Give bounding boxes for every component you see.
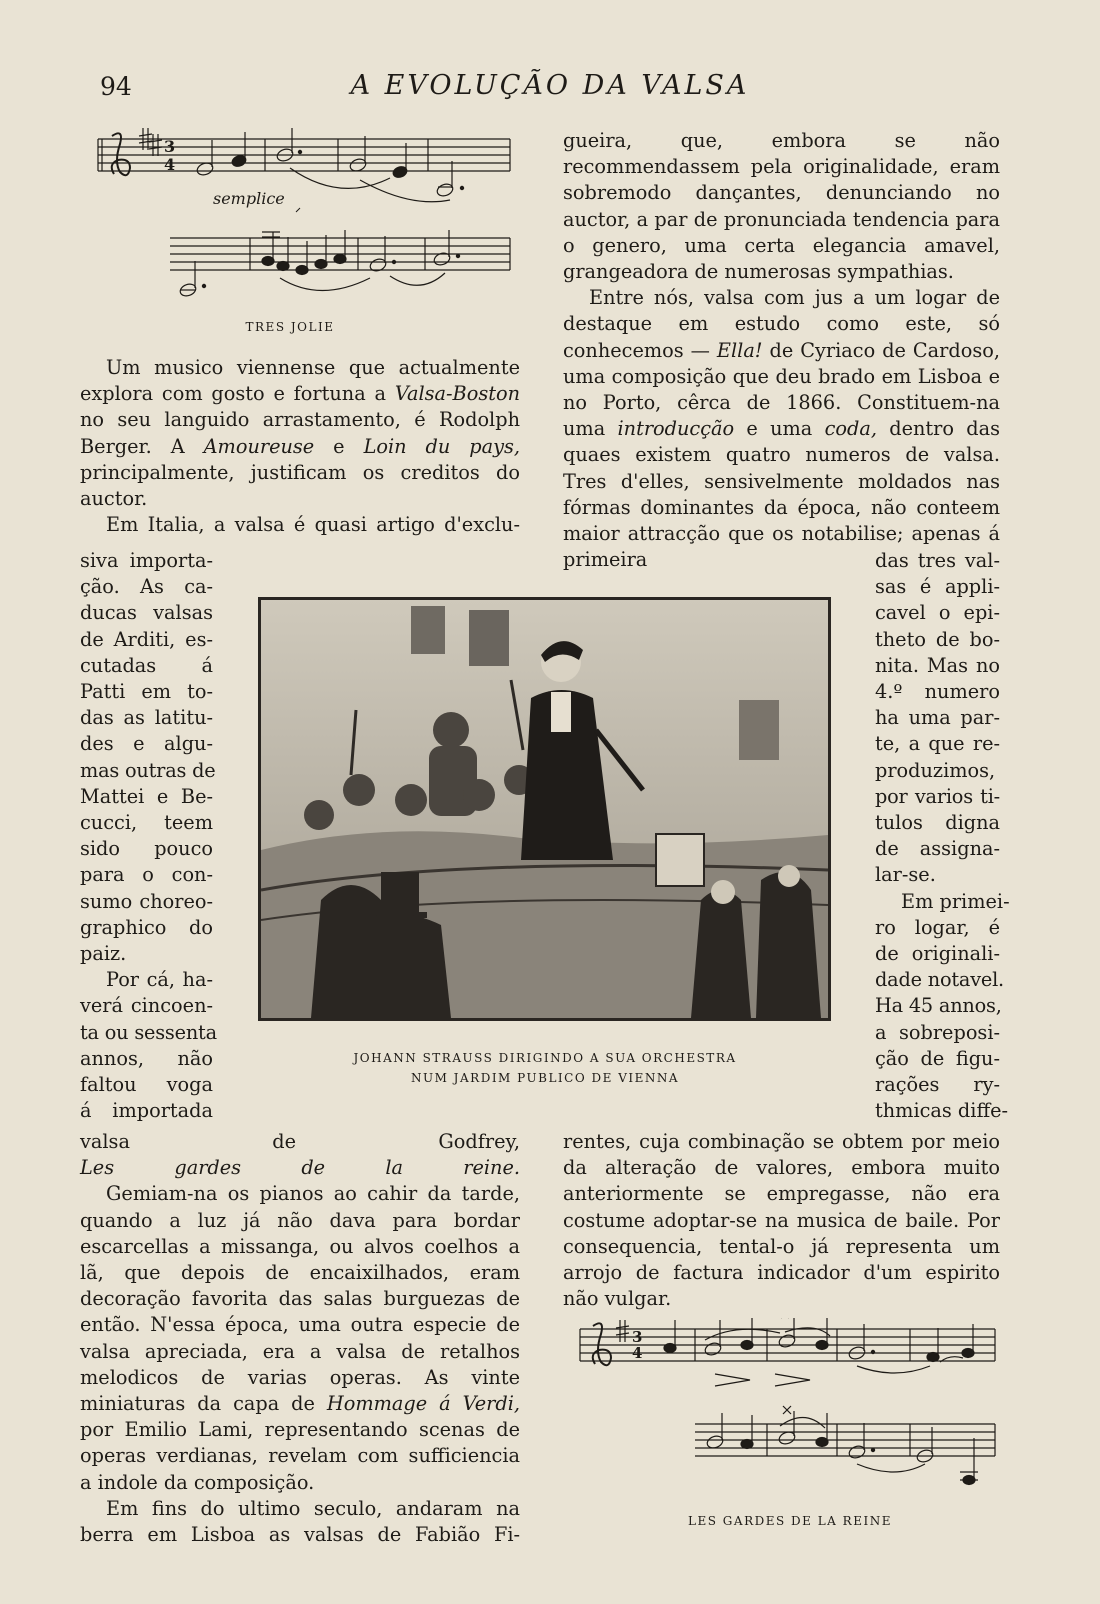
godfrey-line-text: valsa de Godfrey, [80,1130,520,1153]
music-direction: semplice [213,189,285,208]
right-column-upper [563,128,1000,573]
paragraph-fabiao: Em fins do ultimo seculo, andaram na berra em Lisboa as valsas de Fabião Fi- [80,1496,520,1547]
paragraph-italia-first-line: Em Italia, a valsa é quasi artigo d'exclu- [106,513,520,537]
svg-text:4: 4 [164,155,176,174]
paragraph-ella-narrow: das tres val- sas é appli- cavel o epi- theto de bo- nita. Mas no 4.º numero ha uma par- te, a que re- produzimos, por varios ti- tulos digna de assigna- lar-se. [875,549,1000,887]
gemiam-part2: por Emilio Lami, representando scenas de operas verdianas, revelam com sufficiencia a indole da composição. [80,1418,520,1494]
left-column-narrow [80,548,217,1124]
term-valsa-boston: Valsa-Boston [394,382,520,406]
ella-part2: de Cyriaco de Cardoso, uma composição que deu brado em Lisboa e no Porto, cêrca de 1866. Constituem-na uma [563,338,1000,441]
paragraph-italia-narrow: siva importa- ção. As ca- ducas valsas de Arditi, es- cutadas á Patti em to- das as latitu- des e algu- mas outras de Mattei e Be- cucci, teem sido pouco para o con- sumo choreo- graphico do paiz. [80,549,216,966]
right-column-narrow [875,548,1010,1124]
paragraph-godfrey-last-line [80,1129,520,1181]
ella-part4: dentro das quaes existem quatro numeros de valsa. Tres d'elles, sensivelmente moldados nas fórmas dominantes da época, não conteem maior attracção que os notabilise; apenas á primeira [563,417,1000,572]
term-introduccao: introducção [617,417,735,441]
right-column-lower [563,1129,1000,1312]
berger-part4: principalmente, justificam os creditos do auctor. [80,460,520,511]
music-score-tres-jolie [90,128,520,318]
paragraph-gemiam [80,1181,520,1495]
term-coda: coda, [824,417,877,441]
music-caption-tres-jolie: TRES JOLIE [245,320,335,334]
svg-text:3: 3 [164,137,176,156]
paragraph-originalidade-continuation: rentes, cuja combinação se obtem por meio da alteração de valores, embora muito anteriormente se empregasse, não era costume adoptar-se na musica de baile. Por consequencia, tental-o já representa um arrojo de factura indicador d'um espirito não vulgar. [563,1130,1000,1311]
paragraph-originalidade-narrow: Em primei- ro logar, é de originali- dade notavel. Ha 45 annos, a sobreposi- ção de figu- rações ry- thmicas diffe- [875,889,1010,1123]
music-notation-bottom [575,1318,1005,1518]
title-les-gardes: Les gardes de la reine. [80,1156,520,1180]
berger-part3: e [314,434,364,458]
svg-text:4: 4 [632,1344,643,1362]
running-title: A EVOLUÇÃO DA VALSA [350,70,750,101]
strauss-engraving [261,600,828,1018]
left-column-lower [80,1129,520,1548]
music-score-les-gardes [575,1318,1005,1518]
music-notation-top [90,128,520,318]
title-amoureuse: Amoureuse [203,434,315,458]
title-hommage-verdi: Hommage á Verdi, [326,1392,520,1416]
left-column-upper [80,355,520,538]
music-caption-les-gardes: LES GARDES DE LA REINE [688,1514,892,1528]
page-number: 94 [100,72,132,101]
paragraph-figueira: gueira, que, embora se não recommendassem pela originalidade, eram sobremodo dançantes, denunciando no auctor, a par de pronunciada tendencia para o genero, uma certa elegancia amavel, grangeadora de numerosas sympathias. [563,129,1000,284]
title-loin-du-pays: Loin du pays, [363,434,520,458]
berger-part1: Um musico viennense que actualmente explora com gosto e fortuna a [80,356,520,406]
figure-caption-line-1: JOHANN STRAUSS DIRIGINDO A SUA ORCHESTRA [353,1051,737,1065]
berger-part2: no seu languido arrastamento, é Rodolph Berger. A [80,408,520,458]
title-ella: Ella! [716,338,763,362]
paragraph-godfrey-narrow: Por cá, ha- verá cincoen- ta ou sessenta annos, não faltou voga á importada [80,968,217,1123]
paragraph-berger [80,355,520,512]
ella-part1: Entre nós, valsa com jus a um logar de destaque em estudo como este, só conhecemos — [563,286,1000,362]
gemiam-part1: Gemiam-na os pianos ao cahir da tarde, quando a luz já não dava para bordar escarcellas a missanga, ou alvos coelhos a lã, que depois de encaixilhados, eram decoração favorita das salas burguezas de então. N'essa época, uma outra especie de valsa apreciada, era a valsa de retalhos melodicos de varias operas. As vinte miniaturas da capa de [80,1182,520,1416]
illustration-strauss-orchestra [258,597,831,1021]
paragraph-ella [563,285,1000,573]
svg-text:3: 3 [632,1328,643,1346]
figure-caption-line-2: NUM JARDIM PUBLICO DE VIENNA [410,1071,680,1085]
ella-part3: e uma [734,417,825,441]
